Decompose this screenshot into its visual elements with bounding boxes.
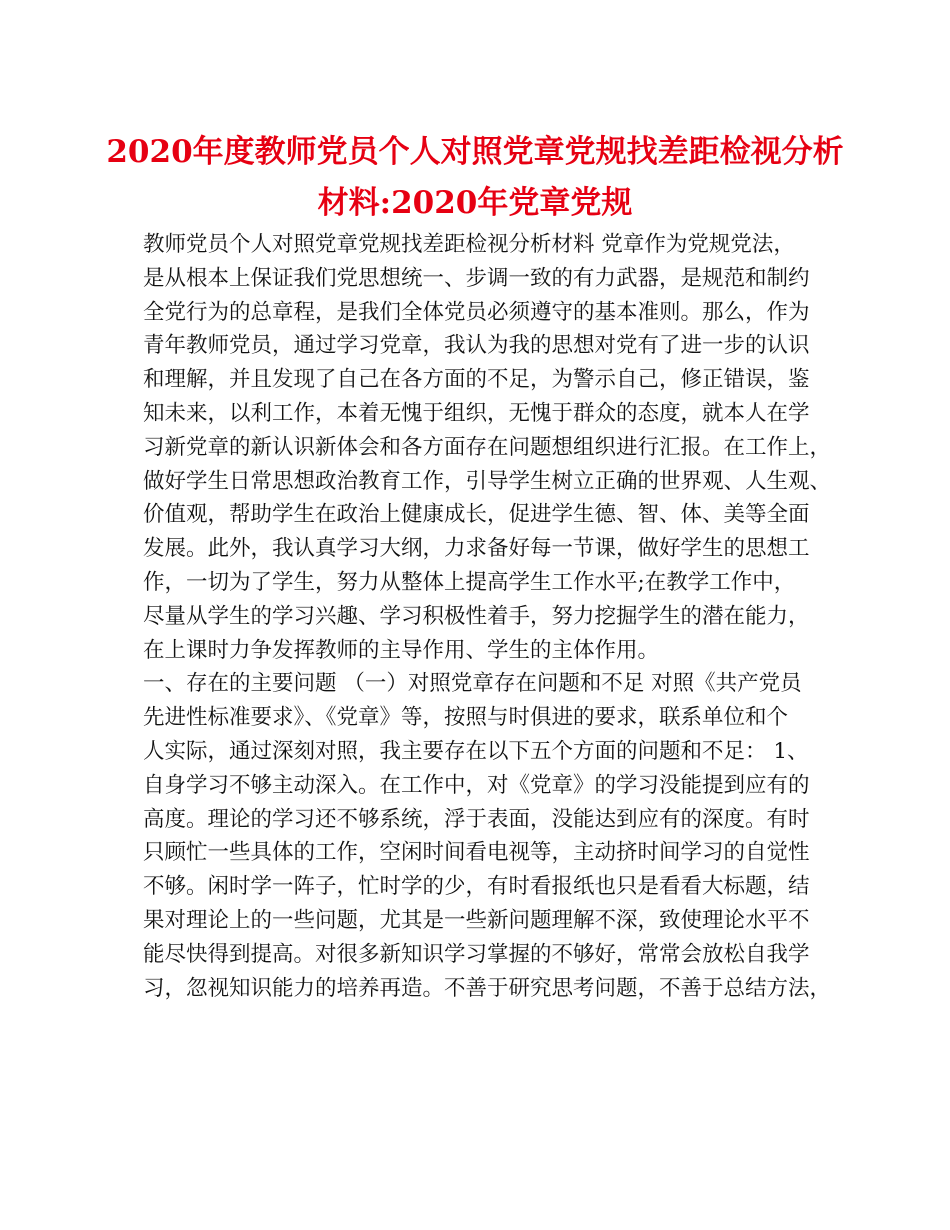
body-line: 习，忽视知识能力的培养再造。不善于研究思考问题，不善于总结方法， — [143, 975, 832, 1001]
body-line: 和理解，并且发现了自己在各方面的不足，为警示自己，修正错误，鉴 — [143, 367, 810, 393]
body-line: 尽量从学生的学习兴趣、学习积极性着手，努力挖掘学生的潜在能力， — [143, 603, 810, 629]
body-line: 习新党章的新认识新体会和各方面存在问题想组织进行汇报。在工作上， — [143, 434, 832, 460]
body-line: 做好学生日常思想政治教育工作，引导学生树立正确的世界观、人生观、 — [143, 468, 832, 494]
body-line: 价值观，帮助学生在政治上健康成长，促进学生德、智、体、美等全面 — [143, 502, 810, 528]
body-line: 能尽快得到提高。对很多新知识学习掌握的不够好，常常会放松自我学 — [143, 941, 810, 967]
body-line: 高度。理论的学习还不够系统，浮于表面，没能达到应有的深度。有时 — [143, 806, 810, 832]
body-line: 不够。闲时学一阵子，忙时学的少，有时看报纸也只是看看大标题，结 — [143, 874, 810, 900]
document-title-line-1: 2020年度教师党员个人对照党章党规找差距检视分析 — [106, 134, 844, 170]
body-line: 教师党员个人对照党章党规找差距检视分析材料 党章作为党规党法， — [143, 232, 795, 257]
body-line: 全党行为的总章程，是我们全体党员必须遵守的基本准则。那么，作为 — [143, 299, 810, 325]
document-title-line-2: 材料:2020年党章党规 — [317, 185, 633, 221]
body-line: 知未来，以利工作，本着无愧于组织，无愧于群众的态度，就本人在学 — [143, 400, 810, 426]
body-line: 作，一切为了学生，努力从整体上提高学生工作水平;在教学工作中， — [143, 569, 796, 595]
body-line: 是从根本上保证我们党思想统一、步调一致的有力武器，是规范和制约 — [143, 265, 810, 291]
body-line: 青年教师党员，通过学习党章，我认为我的思想对党有了进一步的认识 — [143, 333, 810, 359]
body-line: 一、存在的主要问题 （一）对照党章存在问题和不足 对照《共产党员 — [143, 671, 802, 697]
document-body — [143, 228, 833, 1005]
body-line: 自身学习不够主动深入。在工作中，对《党章》的学习没能提到应有的 — [143, 772, 810, 798]
body-line: 在上课时力争发挥教师的主导作用、学生的主体作用。 — [143, 637, 660, 663]
body-line: 人实际，通过深刻对照，我主要存在以下五个方面的问题和不足： 1、 — [143, 738, 809, 764]
body-line: 只顾忙一些具体的工作，空闲时间看电视等，主动挤时间学习的自觉性 — [143, 840, 810, 866]
body-line: 果对理论上的一些问题，尤其是一些新问题理解不深，致使理论水平不 — [143, 907, 810, 933]
body-line: 发展。此外，我认真学习大纲，力求备好每一节课，做好学生的思想工 — [143, 536, 810, 562]
body-line: 先进性标准要求》、《党章》等，按照与时俱进的要求，联系单位和个 — [143, 705, 789, 731]
